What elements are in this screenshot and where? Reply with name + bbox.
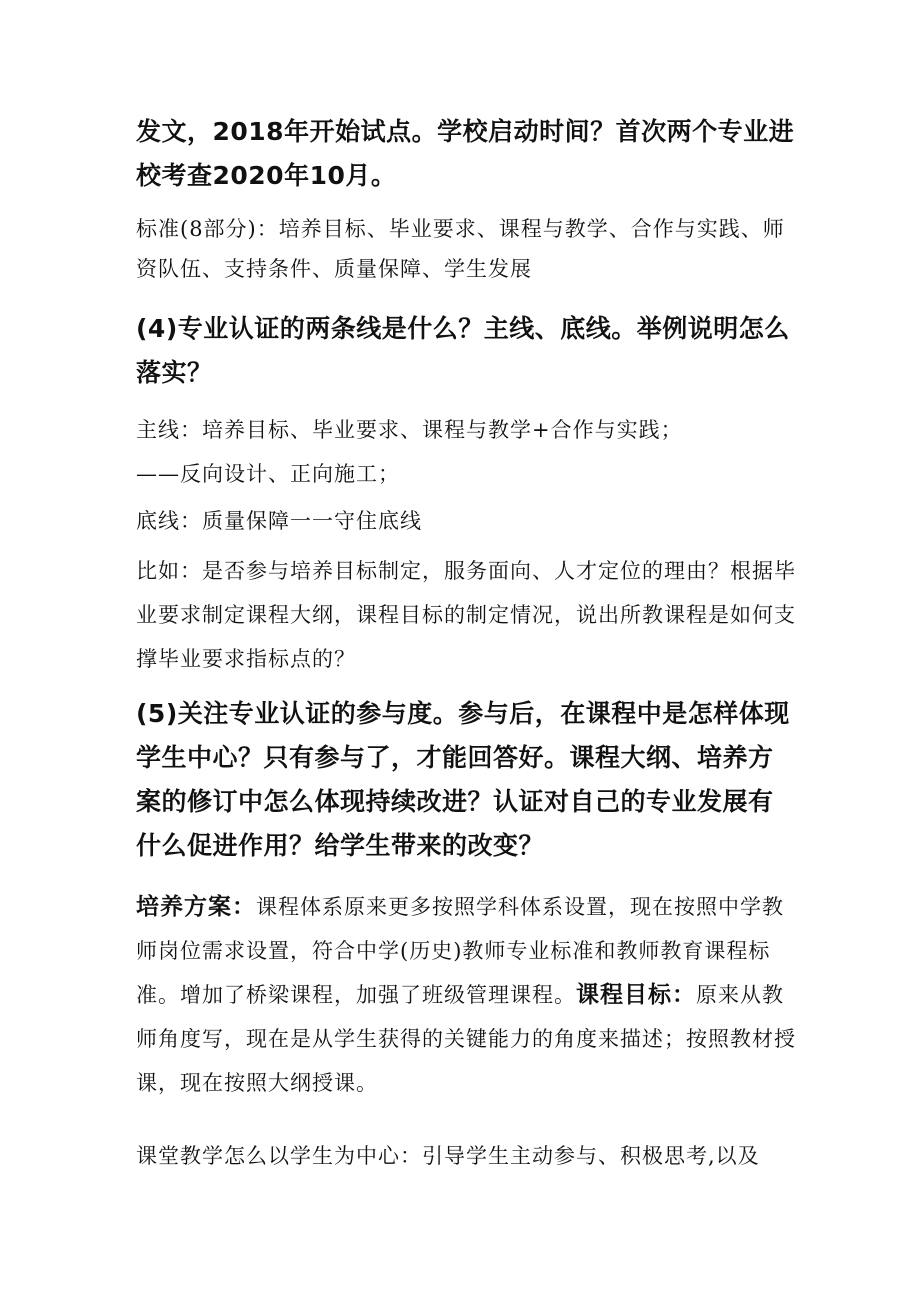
paragraph-bottomline: 底线：质量保障一一守住底线 bbox=[136, 509, 422, 533]
paragraph-example: 比如：是否参与培养目标制定，服务面向、人才定位的理由？根据毕业要求制定课程大纲，课程目标的制定情况，说出所教课程是如何支撑毕业要求指标点的？ bbox=[136, 559, 796, 671]
goal-text: 原来从教师角度写，现在是从学生获得的关键能力的角度来描述；按照教材授课，现在按照大纲授课。 bbox=[136, 983, 796, 1095]
plan-text: 课程体系原来更多按照学科体系设置，现在按照中学教师岗位需求设置，符合中学(历史)教师专业标准和教师教育课程标准。增加了桥梁课程，加强了班级管理课程。 bbox=[136, 895, 784, 1007]
paragraph-design: ——反向设计、正向施工； bbox=[136, 462, 400, 486]
goal-label: 课程目标： bbox=[576, 982, 696, 1008]
paragraph-pilot-timeline: 发文，2018年开始试点。学校启动时间？首次两个专业进校考查2020年10月。 bbox=[136, 117, 795, 190]
paragraph-standards: 标准(8部分)：培养目标、毕业要求、课程与教学、合作与实践、师资队伍、支持条件、质量保障、学生发展 bbox=[136, 217, 785, 281]
plan-label: 培养方案： bbox=[136, 894, 256, 920]
paragraph-classroom: 课堂教学怎么以学生为中心：引导学生主动参与、积极思考,以及 bbox=[136, 1144, 760, 1168]
heading-question-4: (4)专业认证的两条线是什么？主线、底线。举例说明怎么落实？ bbox=[136, 314, 790, 387]
heading-question-5: (5)关注专业认证的参与度。参与后，在课程中是怎样体现学生中心？只有参与了，才能回答好。课程大纲、培养方案的修订中怎么体现持续改进？认证对自己的专业发展有什么促进作用？给学生带来的改变？ bbox=[136, 699, 790, 860]
paragraph-mainline: 主线：培养目标、毕业要求、课程与教学+合作与实践； bbox=[136, 418, 683, 442]
paragraph-plan-and-goals bbox=[136, 885, 796, 1105]
